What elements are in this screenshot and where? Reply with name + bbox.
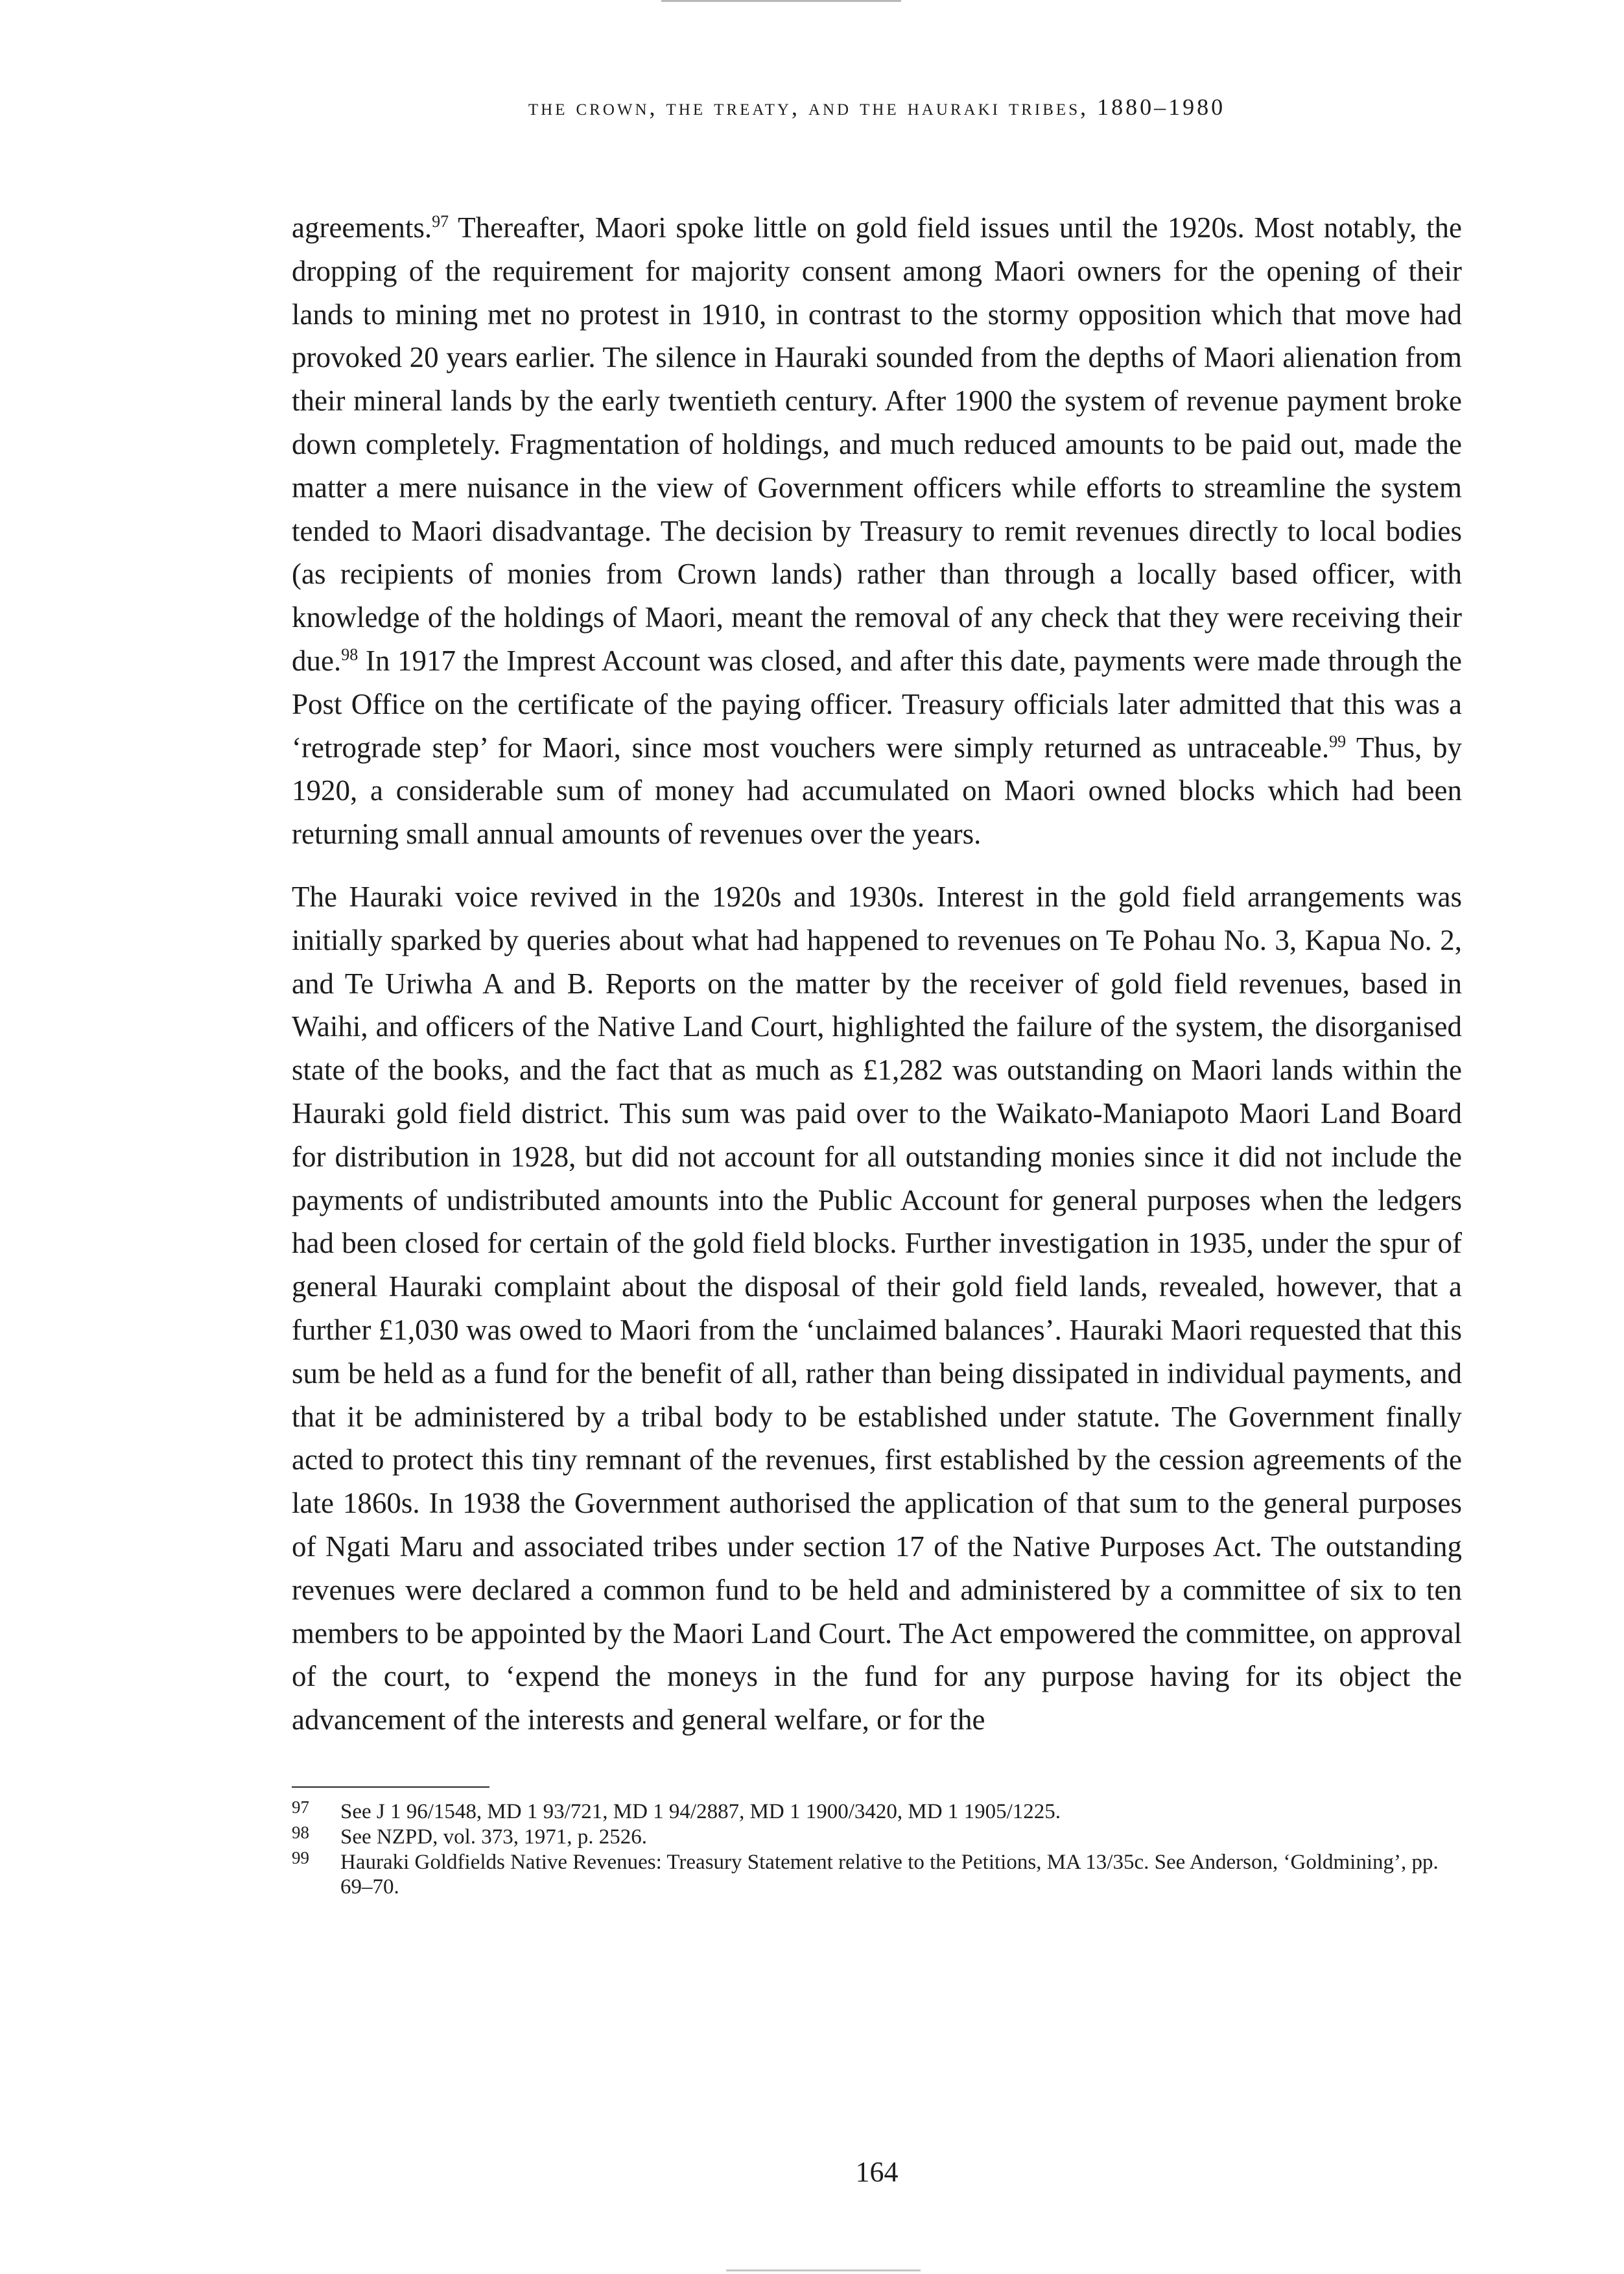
paragraph-text: Thereafter, Maori spoke little on gold field issues until the 1920s. Most notably, the dropping of the requirement for majority consent among Maori owners for the opening of their lands to mining met no protest in 1910, in contrast to the stormy opposition which that move had provoked 20 years earlier. The silence in Hauraki sounded from the depths of Maori alienation from their mineral lands by the early twentieth century. After 1900 the system of revenue payment broke down completely. Fragmentation of holdings, and much reduced amounts to be paid out, made the matter a mere nuisance in the view of Government officers while efforts to streamline the system tended to Maori disadvantage. The decision by Treasury to remit revenues directly to local bodies (as recipients of monies from Crown lands) rather than through a locally based officer, with knowledge of the holdings of Maori, meant the removal of any check that they were receiving their due. [292,211,1462,677]
paragraph [292,875,1462,1742]
scan-edge-mark [661,0,901,2]
footnote-rule [292,1786,489,1788]
footnote-reference: 99 [1329,731,1347,751]
footnotes [292,1799,1459,1900]
scan-edge-mark [726,2269,921,2271]
footnote [292,1799,1459,1824]
running-head: the crown, the treaty, and the hauraki tribes, 1880–1980 [528,94,1226,120]
footnote-number: 99 [292,1848,309,1867]
footnote-text: See NZPD, vol. 373, 1971, p. 2526. [340,1825,647,1849]
footnote-text: See J 1 96/1548, MD 1 93/721, MD 1 94/2887, MD 1 1900/3420, MD 1 1905/1225. [340,1800,1061,1823]
paragraph [292,206,1462,856]
footnote [292,1850,1459,1899]
footnote-text: Hauraki Goldfields Native Revenues: Treasury Statement relative to the Petitions, MA 13/35c. See Anderson, ‘Goldmining’, pp. 69–70. [340,1851,1439,1899]
paragraph-text: In 1917 the Imprest Account was closed, and after this date, payments were made through the Post Office on the certificate of the paying officer. Treasury officials later admitted that this was a ‘retrograde step’ for Maori, since most vouchers were simply returned as untraceable. [292,644,1462,764]
paragraph-text: The Hauraki voice revived in the 1920s and 1930s. Interest in the gold field arrangements was initially sparked by queries about what had happened to revenues on Te Pohau No. 3, Kapua No. 2, and Te Uriwha A and B. Reports on the matter by the receiver of gold field revenues, based in Waihi, and officers of the Native Land Court, highlighted the failure of the system, the disorganised state of the books, and the fact that as much as £1,282 was outstanding on Maori lands within the Hauraki gold field district. This sum was paid over to the Waikato-Maniapoto Maori Land Board for distribution in 1928, but did not account for all outstanding monies since it did not include the payments of undistributed amounts into the Public Account for general purposes when the ledgers had been closed for certain of the gold field blocks. Further investigation in 1935, under the spur of general Hauraki complaint about the disposal of their gold field lands, revealed, however, that a further £1,030 was owed to Maori from the ‘unclaimed balances’. Hauraki Maori requested that this sum be held as a fund for the benefit of all, rather than being dissipated in individual payments, and that it be administered by a tribal body to be established under statute. The Government finally acted to protect this tiny remnant of the revenues, first established by the cession agreements of the late 1860s. In 1938 the Government authorised the application of that sum to the general purposes of Ngati Maru and associated tribes under section 17 of the Native Purposes Act. The outstanding revenues were declared a common fund to be held and administered by a committee of six to ten members to be appointed by the Maori Land Court. The Act empowered the committee, on approval of the court, to ‘expend the moneys in the fund for any purpose having for its object the advancement of the interests and general welfare, or for the [292,880,1462,1736]
paragraph-text: agreements. [292,211,432,244]
paragraph-text: Thus, by 1920, a considerable sum of money had accumulated on Maori owned blocks which had been returning small annual amounts of revenues over the years. [292,731,1463,851]
body-text [292,206,1462,1742]
footnote-reference: 98 [341,645,359,664]
page-number: 164 [855,2156,899,2188]
footnote-reference: 97 [432,212,449,231]
footnote-number: 97 [292,1797,309,1817]
footnote-number: 98 [292,1823,309,1842]
footnote [292,1825,1459,1849]
